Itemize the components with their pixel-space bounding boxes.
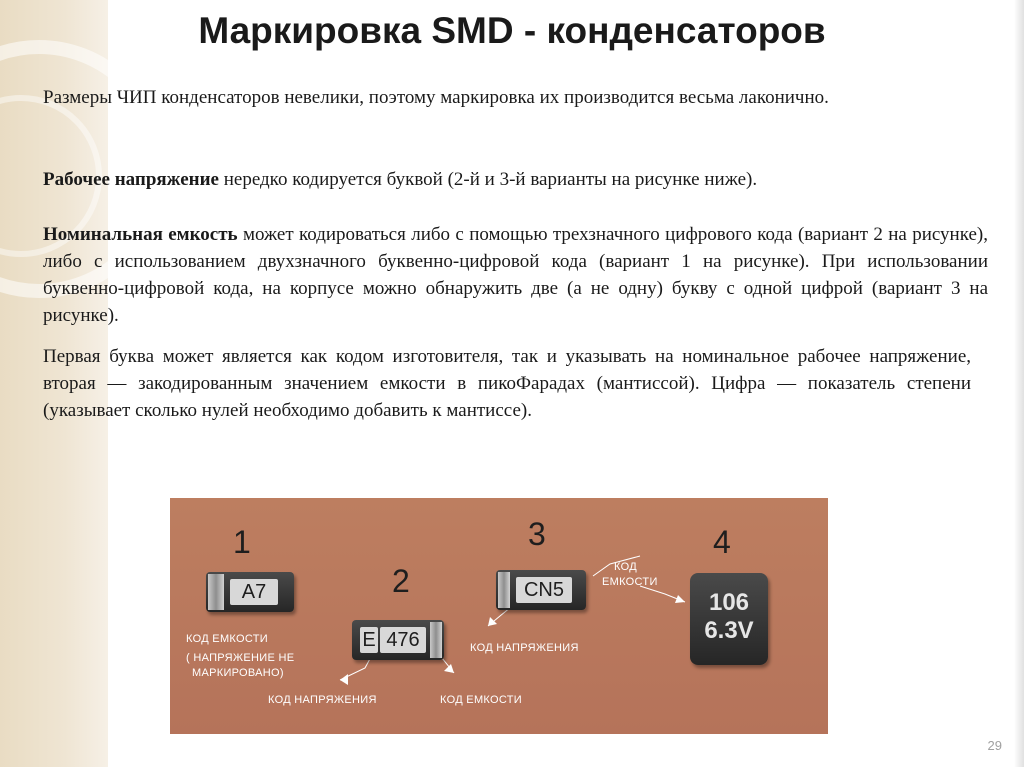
label-voltage-code-3: КОД НАПРЯЖЕНИЯ [470, 642, 579, 654]
label-capacitance-code-3-line2: ЕМКОСТИ [602, 576, 658, 588]
variant-number-1: 1 [233, 524, 251, 560]
capacitor-chip-2 [352, 620, 444, 660]
chip-terminal [498, 572, 510, 608]
chip-3-marking: CN5 [516, 577, 572, 603]
chip-4-capacitance: 106 [708, 589, 750, 616]
page-number: 29 [987, 738, 1002, 753]
label-capacitance-code-2: КОД ЕМКОСТИ [440, 694, 522, 706]
label-voltage-not-marked-1: ( НАПРЯЖЕНИЕ НЕ [186, 652, 295, 664]
paragraph-voltage [43, 166, 988, 193]
capacitor-chip-3 [496, 570, 586, 610]
label-voltage-not-marked-2: МАРКИРОВАНО) [192, 667, 284, 679]
chip-4-voltage: 6.3V [704, 617, 754, 644]
variant-number-4: 4 [713, 524, 731, 560]
chip-terminal [430, 622, 442, 658]
chip-4-marking [696, 589, 762, 649]
paragraph-capacitance-text: может кодироваться либо с помощью трехзначного цифрового кода (вариант 2 на рисунке), либо с использованием двухзначного буквенно-цифровой кода (вариант 1 на рисунке). При использовании буквенно-цифровой кода, на корпусе можно обнаружить две (а не одну) букву с одной цифрой (вариант 3 на рисунке). [43, 224, 988, 326]
chip-2-letter: E [360, 627, 378, 653]
label-capacitance-code-1: КОД ЕМКОСТИ [186, 633, 268, 645]
slide-title: Маркировка SMD - конденсаторов [198, 10, 826, 51]
chip-1-marking: A7 [230, 579, 278, 605]
paragraph-capacitance [43, 221, 988, 329]
paragraph-letter-meaning: Первая буква может является как кодом изготовителя, так и указывать на номинальное рабочее напряжение, вторая — закодированным значением емкости в пикоФарадах (мантиссой). Цифра — показатель степени (указывает сколько нулей необходимо добавить к мантиссе). [43, 346, 971, 421]
term-working-voltage: Рабочее напряжение [43, 169, 219, 190]
chip-terminal [208, 574, 224, 610]
variant-number-3: 3 [528, 516, 546, 552]
paragraph-chip-size: Размеры ЧИП конденсаторов невелики, поэтому маркировка их производится весьма лаконично. [43, 87, 829, 108]
label-voltage-code-2: КОД НАПРЯЖЕНИЯ [268, 694, 377, 706]
label-capacitance-code-3-line1: КОД [614, 561, 637, 573]
smd-capacitor-marking-figure [170, 498, 828, 734]
capacitor-chip-1 [206, 572, 294, 612]
term-nominal-capacitance: Номинальная емкость [43, 224, 238, 245]
page-edge-shadow [1014, 0, 1024, 767]
capacitor-chip-4 [690, 573, 768, 665]
chip-2-digits: 476 [380, 627, 426, 653]
variant-number-2: 2 [392, 563, 410, 599]
paragraph-voltage-text: нередко кодируется буквой (2-й и 3-й варианты на рисунке ниже). [218, 169, 758, 190]
